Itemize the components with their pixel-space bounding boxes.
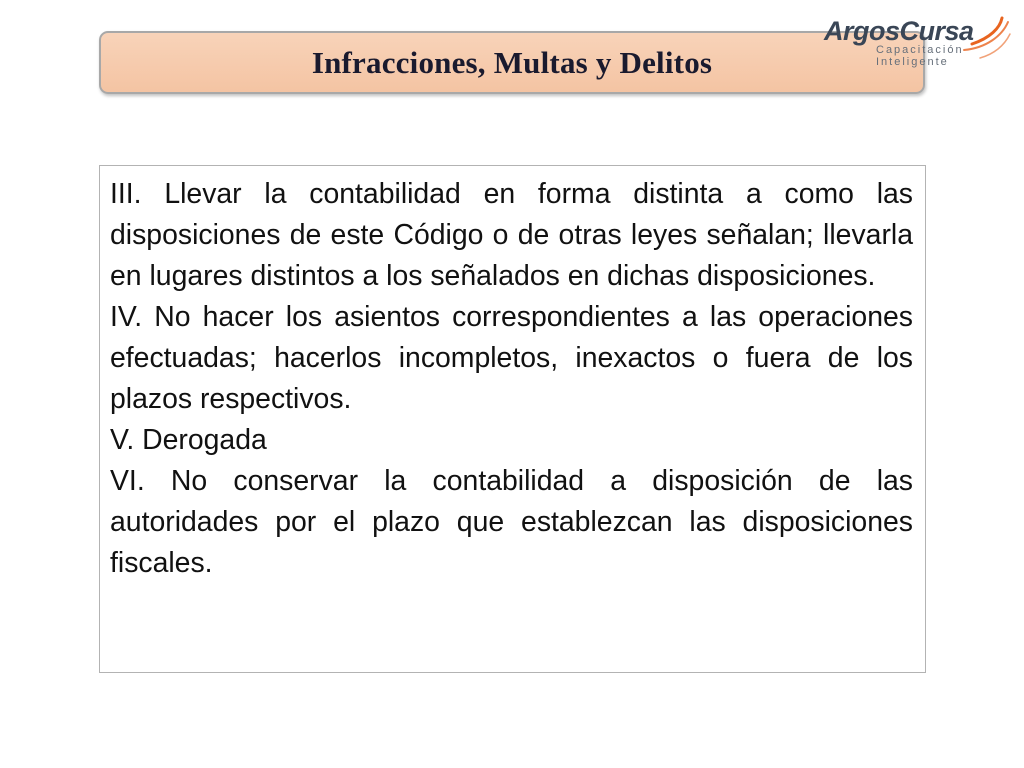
logo-name-part2: Cursa	[899, 16, 974, 46]
brand-logo	[822, 14, 1012, 76]
content-box	[99, 165, 926, 673]
logo-name-part1: Argos	[824, 16, 900, 46]
paragraph-iv: IV. No hacer los asientos correspondientes a las operaciones efectuadas; hacerlos incompletos, inexactos o fuera de los plazos respectivos.	[110, 301, 913, 415]
paragraph-iii: III. Llevar la contabilidad en forma distinta a como las disposiciones de este Código o de otras leyes señalan; llevarla en lugares distintos a los señalados en dichas disposiciones.	[110, 178, 913, 292]
title-banner	[99, 31, 925, 94]
logo-tagline-1: Capacitación	[876, 44, 964, 56]
logo-tagline-2: Inteligente	[876, 56, 949, 68]
page-title: Infracciones, Multas y Delitos	[311, 44, 713, 80]
paragraph-vi: VI. No conservar la contabilidad a disposición de las autoridades por el plazo que establezcan las disposiciones fiscales.	[110, 465, 913, 579]
paragraph-v: V. Derogada	[110, 424, 267, 456]
logo-wordmark	[824, 16, 974, 46]
